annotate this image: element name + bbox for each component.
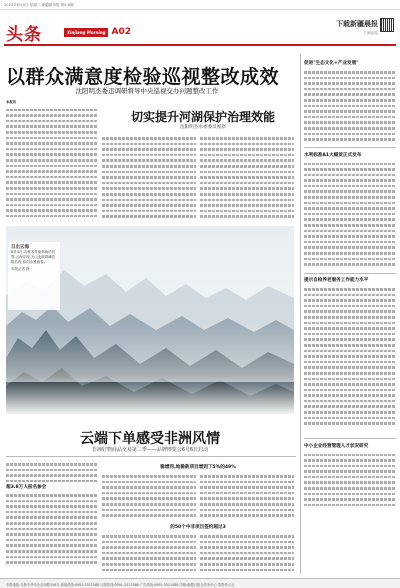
bottom-left-title: 超3.8万人报名参会 <box>6 485 47 491</box>
page-footer: 本报地址:乌鲁木齐市北京南路358号 新闻热线:0991-5511568 订阅热线:0991-5511568 广告热线:0991-5511588 印刷:新疆日报社印务中心 零售价:1元 <box>0 578 400 588</box>
download-label: 下载新疆晨报 <box>336 20 378 28</box>
section-title: 头条 <box>6 25 42 45</box>
masthead <box>4 14 396 46</box>
bottom-mid-col-d <box>200 532 294 578</box>
lead-label: 本报讯 <box>6 100 17 104</box>
bottom-mid-col-a <box>102 472 196 520</box>
sidebar-title-4: 中小企业经营管理人才状况研究 <box>304 443 369 449</box>
sidebar-divider <box>304 273 396 274</box>
download-sub: 扫码浏览 <box>364 31 378 35</box>
qr-code-icon[interactable] <box>380 18 394 32</box>
story2-subheadline: 非洲好物商品交易第三季——品牌博览会6月6日启动 <box>91 447 209 453</box>
caption-credit: 本报记者 摄 <box>11 267 30 271</box>
section-divider <box>6 456 296 457</box>
sidebar <box>304 56 396 517</box>
main-article-col-3 <box>200 134 294 220</box>
main-article-col-1 <box>6 100 98 220</box>
caption-text: 6月4日,乌鲁木齐南郊雨后初霁,云海浮现,天山北坡群峰若隐若现,如同水墨画卷。 <box>11 250 56 264</box>
bottom-col-1 <box>6 460 98 574</box>
bottom-mid <box>102 460 294 578</box>
photo-caption <box>8 242 60 310</box>
page-number: A02 <box>111 27 131 37</box>
sidebar-text-2 <box>304 160 396 270</box>
column-divider <box>300 54 301 574</box>
sidebar-divider <box>304 147 396 148</box>
bottom-mid-col-c <box>102 532 196 578</box>
secondary-subheadline: 沈阳明杰水委委员视察 <box>180 125 226 130</box>
sidebar-title-1: 促进"生态文化+产业发展" <box>304 61 359 66</box>
secondary-headline: 切实提升河湖保护治理效能 <box>130 110 275 124</box>
sidebar-title-3: 提示自检养老服务工作能力水平 <box>304 278 369 283</box>
date-strip: 2024年6月5日 星期三 新疆都市报 第4-6版 <box>0 0 400 10</box>
bottom-mid-title-2: 的50个中非项目签约超过3 <box>170 525 226 530</box>
main-headline: 以群众满意度检验巡视整改成效 <box>6 66 280 88</box>
story2-headline: 云端下单感受非洲风情 <box>80 431 220 447</box>
bottom-mid-title: 稳增同,地稳新项目增到丁5%的49% <box>160 465 236 470</box>
download-promo[interactable] <box>336 19 378 36</box>
sidebar-text-1 <box>304 68 396 144</box>
sidebar-title-2: 水利标准A1大幅货正式发布 <box>304 152 362 158</box>
paper-mark: Xinjiang Morning <box>64 28 108 37</box>
sidebar-text-3 <box>304 285 396 435</box>
bottom-mid-col-b <box>200 472 294 520</box>
sidebar-divider <box>304 438 396 439</box>
main-article-col-2 <box>102 134 196 220</box>
sidebar-text-4 <box>304 451 396 517</box>
main-subheadline: 沈阳明杰委违调研督导中央巡视交办问题整改工作 <box>75 87 219 95</box>
caption-title: 日出云海 <box>11 245 29 250</box>
page-mark <box>64 25 131 39</box>
